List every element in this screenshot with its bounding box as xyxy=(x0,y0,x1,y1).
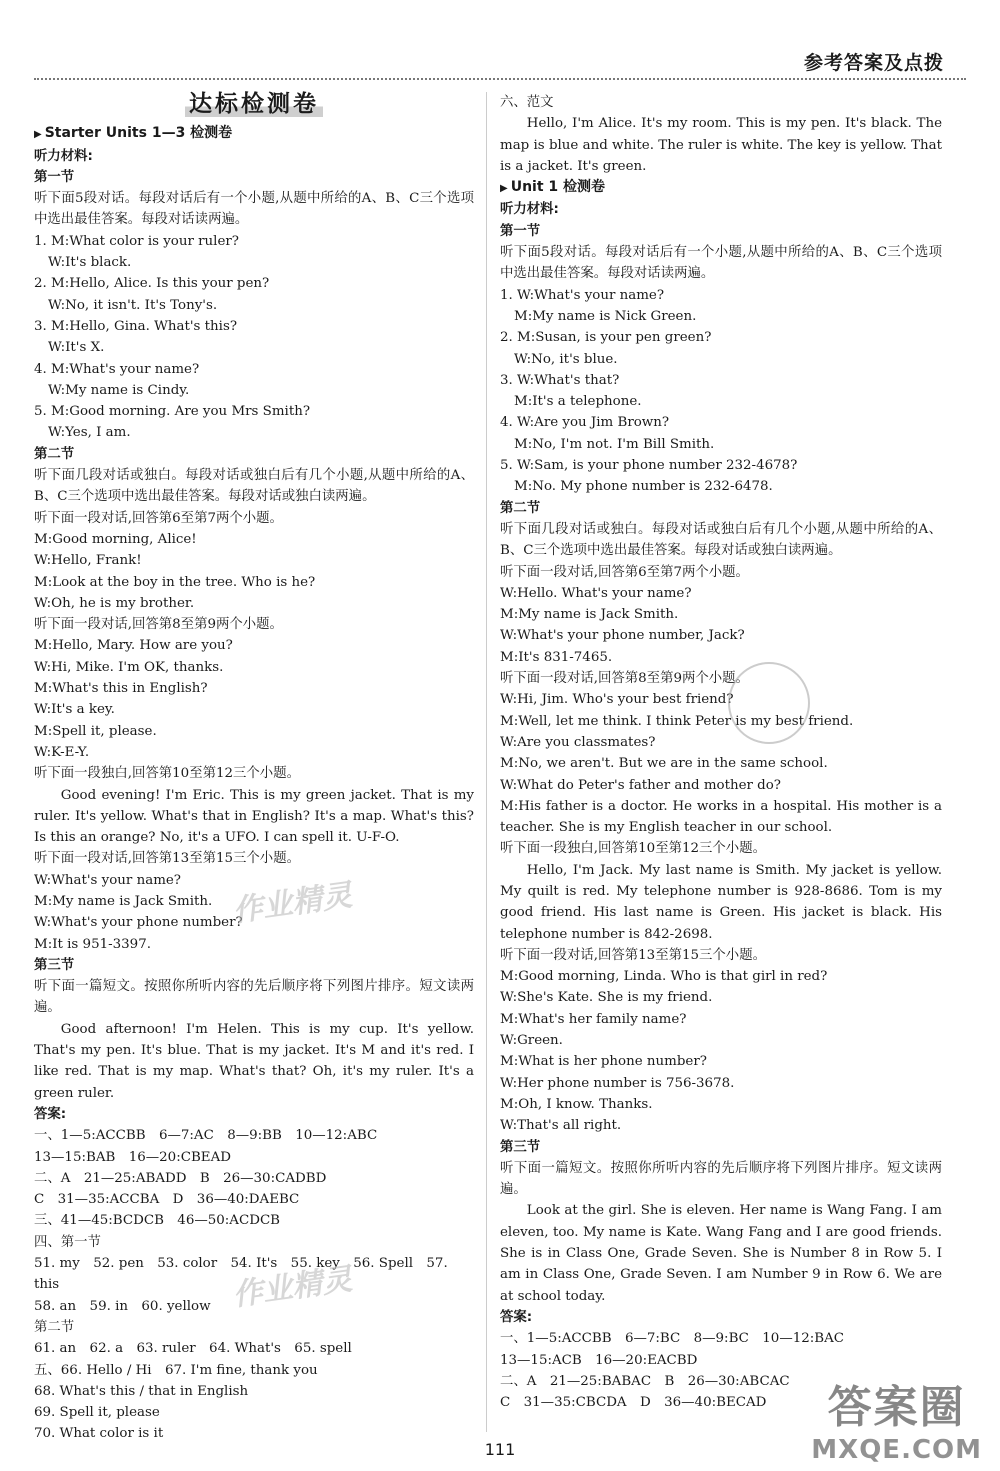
dialogue-line: M:Good morning, Alice! xyxy=(34,531,197,547)
dialogue-line: 1. W:What's your name? xyxy=(500,287,665,303)
answer-line: 二、A 21—25:ABADD B 26—30:CADBD xyxy=(34,1170,327,1186)
dialogue-line: M:No, we aren't. But we are in the same school. xyxy=(500,756,828,772)
dialogue-line: W:What's your phone number, Jack? xyxy=(500,628,745,644)
dialogue-line: W:What's your phone number? xyxy=(34,915,243,931)
monologue-text: Hello, I'm Jack. My last name is Smith. My jacket is yellow. My quilt is red. My telephone number is 928-8686. Tom is my good friend. His last name is Green. His jacket is black. His telephone number is 842-2698. xyxy=(500,862,942,942)
part2-heading: 第二节 xyxy=(500,500,541,516)
dialogue-line: W:Hello. What's your name? xyxy=(500,585,692,601)
part3-instructions: 听下面一篇短文。按照你所听内容的先后顺序将下列图片排序。短文读两遍。 xyxy=(500,1160,942,1198)
question-prompt: 听下面一段独白,回答第10至第12三个小题。 xyxy=(34,766,300,782)
dialogue-line: 3. M:Hello, Gina. What's this? xyxy=(34,318,237,334)
answer-line: 第二节 xyxy=(34,1319,75,1335)
left-column xyxy=(34,92,474,1445)
dialogue-line: W:Hi, Jim. Who's your best friend? xyxy=(500,692,734,708)
dialogue-line: M:What's this in English? xyxy=(34,681,208,697)
answer-line: 13—15:BAB 16—20:CBEAD xyxy=(34,1149,231,1165)
part1-instructions: 听下面5段对话。每段对话后有一个小题,从题中所给的A、B、C三个选项中选出最佳答案。每段对话读两遍。 xyxy=(34,191,474,228)
dialogue-line: W:It's X. xyxy=(48,340,105,356)
monologue-text: Good evening! I'm Eric. This is my green jacket. That is my ruler. It's yellow. What's that in English? It's a map. What's this? Is this an orange? No, it's a UFO. I can spell it. U-F-O. xyxy=(34,787,474,846)
dialogue-line: W:Her phone number is 756-3678. xyxy=(500,1075,735,1091)
dialogue-line: M:My name is Jack Smith. xyxy=(500,607,679,623)
watermark-text: 作业精灵 xyxy=(230,877,355,930)
watermark-text: 作业精灵 xyxy=(230,1261,355,1314)
listening-material-label: 听力材料: xyxy=(34,148,93,164)
dialogue-line: W:That's all right. xyxy=(500,1118,622,1134)
question-prompt: 听下面一段对话,回答第6至第7两个小题。 xyxy=(34,510,283,526)
page-header-title: 参考答案及点拨 xyxy=(803,52,944,74)
answer-line: 三、41—45:BCDCB 46—50:ACDCB xyxy=(34,1213,281,1229)
answer-line: 五、66. Hello / Hi 67. I'm fine, thank you xyxy=(34,1362,318,1378)
dialogue-line: M:It is 951-3397. xyxy=(34,936,151,952)
part1-heading: 第一节 xyxy=(34,169,75,185)
unit-heading: ▶ Starter Units 1—3 检测卷 xyxy=(34,123,474,145)
dialogue-line: 5. M:Good morning. Are you Mrs Smith? xyxy=(34,404,311,420)
part3-heading: 第三节 xyxy=(34,957,75,973)
dialogue-line: M:Spell it, please. xyxy=(34,723,157,739)
part2-instructions: 听下面几段对话或独白。每段对话或独白后有几个小题,从题中所给的A、B、C三个选项中选出最佳答案。每段对话或独白读两遍。 xyxy=(34,468,474,505)
question-prompt: 听下面一段对话,回答第8至第9两个小题。 xyxy=(34,617,283,633)
section-title: 达标检测卷 xyxy=(34,94,474,115)
dialogue-line: W:Hi, Mike. I'm OK, thanks. xyxy=(34,659,224,675)
dialogue-line: M:My name is Nick Green. xyxy=(514,308,697,324)
dialogue-line: M:Hello, Mary. How are you? xyxy=(34,638,233,654)
question-prompt: 听下面一段独白,回答第10至第12三个小题。 xyxy=(500,841,766,857)
question-prompt: 听下面一段对话,回答第6至第7两个小题。 xyxy=(500,564,749,580)
dialogue-line: 4. W:Are you Jim Brown? xyxy=(500,415,670,431)
answer-line: 13—15:ACB 16—20:EACBD xyxy=(500,1352,698,1368)
answer-line: 70. What color is it xyxy=(34,1426,164,1442)
dialogue-line: M:What's her family name? xyxy=(500,1011,687,1027)
dialogue-line: W:She's Kate. She is my friend. xyxy=(500,990,713,1006)
dialogue-line: M:Oh, I know. Thanks. xyxy=(500,1096,653,1112)
logo-line2: MXQE.COM xyxy=(811,1435,982,1465)
passage-text: Good afternoon! I'm Helen. This is my cup. It's yellow. That's my pen. It's blue. That is my jacket. It's M and it's red. I like red. That is my map. What's that? Oh, it's my ruler. It's a green ruler. xyxy=(34,1021,474,1101)
part3-heading: 第三节 xyxy=(500,1139,541,1155)
part1-heading: 第一节 xyxy=(500,223,541,239)
dialogue-line: 5. W:Sam, is your phone number 232-4678? xyxy=(500,458,798,474)
part1-dialogues xyxy=(34,231,474,444)
dialogue-line: M:His father is a doctor. He works in a hospital. His mother is a teacher. She is my English teacher in our school. xyxy=(500,798,942,836)
question-prompt: 听下面一段对话,回答第13至第15三个小题。 xyxy=(34,851,300,867)
essay-heading: 六、范文 xyxy=(500,95,554,110)
dialogue-line: W:Oh, he is my brother. xyxy=(34,595,195,611)
answer-line: 68. What's this / that in English xyxy=(34,1383,249,1399)
question-prompt: 听下面一段对话,回答第8至第9两个小题。 xyxy=(500,671,749,687)
dialogue-line: W:Are you classmates? xyxy=(500,734,656,750)
answer-line: C 31—35:ACCBA D 36—40:DAEBC xyxy=(34,1192,300,1208)
answer-line: 51. my 52. pen 53. color 54. It's 55. key 56. Spell 57. this xyxy=(34,1256,448,1293)
answer-line: 61. an 62. a 63. ruler 64. What's 65. spell xyxy=(34,1341,352,1357)
page-number: 111 xyxy=(484,1440,516,1459)
dialogue-line: W:What's your name? xyxy=(34,872,181,888)
passage-text: Look at the girl. She is eleven. Her name is Wang Fang. I am eleven, too. My name is Kate. Wang Fang and I are good friends. She is in Class One, Grade Seven. She is Number 8 in Row 5. I am in Class One, Grade Seven. I am Number 9 in Row 6. We are at school today. xyxy=(500,1203,942,1304)
dialogue-line: W:No, it isn't. It's Tony's. xyxy=(48,297,218,313)
dialogue-line: W:Green. xyxy=(500,1033,563,1049)
dialogue-line: 4. M:What's your name? xyxy=(34,361,200,377)
header-divider xyxy=(34,78,966,80)
answer-line: 58. an 59. in 60. yellow xyxy=(34,1298,211,1314)
answers-label: 答案: xyxy=(34,1106,67,1122)
seal-stamp-icon xyxy=(728,662,810,744)
answer-line: 四、第一节 xyxy=(34,1234,101,1250)
dialogue-line: 1. M:What color is your ruler? xyxy=(34,233,239,249)
dialogue-line: M:No, I'm not. I'm Bill Smith. xyxy=(514,436,715,452)
dialogue-line: M:Good morning, Linda. Who is that girl in red? xyxy=(500,969,828,985)
dialogue-line: W:It's a key. xyxy=(34,702,115,718)
part2-heading: 第二节 xyxy=(34,446,75,462)
part2-instructions: 听下面几段对话或独白。每段对话或独白后有几个小题,从题中所给的A、B、C三个选项中选出最佳答案。每段对话或独白读两遍。 xyxy=(500,521,942,559)
part1-instructions: 听下面5段对话。每段对话后有一个小题,从题中所给的A、B、C三个选项中选出最佳答案。每段对话读两遍。 xyxy=(500,245,942,282)
part3-instructions: 听下面一篇短文。按照你所听内容的先后顺序将下列图片排序。短文读两遍。 xyxy=(34,979,474,1016)
dialogue-line: M:What is her phone number? xyxy=(500,1054,707,1070)
answer-line: 69. Spell it, please xyxy=(34,1405,160,1421)
dialogue-line: M:It's 831-7465. xyxy=(500,649,613,665)
answer-line: 一、1—5:ACCBB 6—7:BC 8—9:BC 10—12:BAC xyxy=(500,1331,845,1347)
dialogue-line: W:My name is Cindy. xyxy=(48,382,190,398)
dialogue-line: M:My name is Jack Smith. xyxy=(34,893,213,909)
dialogue-line: M:Look at the boy in the tree. Who is he? xyxy=(34,574,316,590)
dialogue-line: 3. W:What's that? xyxy=(500,372,620,388)
dialogue-line: W:Hello, Frank! xyxy=(34,553,142,569)
dialogue-line: W:What do Peter's father and mother do? xyxy=(500,777,781,793)
answer-line: 二、A 21—25:BABAC B 26—30:ABCAC xyxy=(500,1373,790,1389)
dialogue-line: W:No, it's blue. xyxy=(514,351,618,367)
dialogue-line: 2. M:Hello, Alice. Is this your pen? xyxy=(34,276,270,292)
model-essay: Hello, I'm Alice. It's my room. This is my pen. It's black. The map is blue and white. The ruler is white. The key is yellow. That is a jacket. It's green. xyxy=(500,116,942,174)
dialogue-line: M:Well, let me think. I think Peter is my best friend. xyxy=(500,713,854,729)
unit-heading: ▶ Unit 1 检测卷 xyxy=(500,177,942,199)
dialogue-line: M:It's a telephone. xyxy=(514,394,642,410)
dialogue-line: M:No. My phone number is 232-6478. xyxy=(514,479,773,495)
column-divider xyxy=(486,92,487,1432)
question-prompt: 听下面一段对话,回答第13至第15三个小题。 xyxy=(500,947,766,963)
dialogue-line: 2. M:Susan, is your pen green? xyxy=(500,330,712,346)
dialogue-line: W:Yes, I am. xyxy=(48,425,131,441)
answer-line: C 31—35:CBCDA D 36—40:BECAD xyxy=(500,1395,767,1411)
listening-material-label: 听力材料: xyxy=(500,202,559,218)
right-column xyxy=(500,92,942,1413)
answer-line: 一、1—5:ACCBB 6—7:AC 8—9:BB 10—12:ABC xyxy=(34,1128,378,1144)
dialogue-line: W:K-E-Y. xyxy=(34,744,90,760)
dialogue-line: W:It's black. xyxy=(48,255,132,271)
answers-label: 答案: xyxy=(500,1309,533,1325)
logo-line1: 答案圈 xyxy=(827,1382,966,1433)
